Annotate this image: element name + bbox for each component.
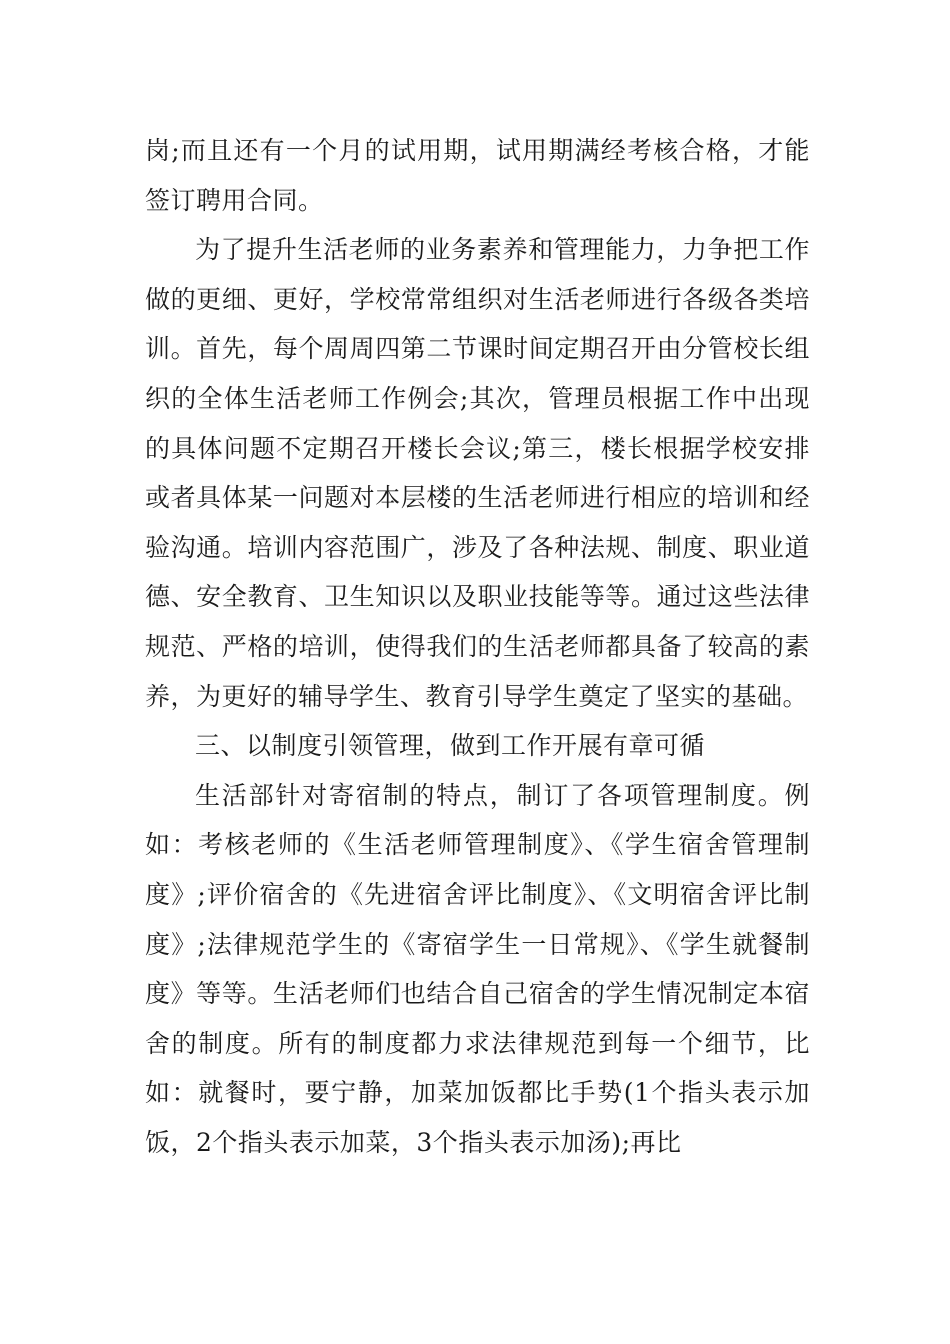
section-heading: 三、以制度引领管理，做到工作开展有章可循 (195, 731, 706, 761)
paragraph-rules: 生活部针对寄宿制的特点，制订了各项管理制度。例如：考核老师的《生活老师管理制度》、《学生宿舍管理制度》;评价宿舍的《先进宿舍评比制度》、《文明宿舍评比制度》;法律规范学生的《寄宿学生一日常规》、《学生就餐制度》等等。生活老师们也结合自己宿舍的学生情况制定本宿舍的制度。所有的制度都力求法律规范到每一个细节，比如：就餐时，要宁静，加菜加饭都比手势(1个指头表示加饭，2个指头表示加菜，3个指头表示加汤);再比 (145, 780, 810, 1157)
document-body (145, 126, 810, 1167)
paragraph-training: 为了提升生活老师的业务素养和管理能力，力争把工作做的更细、更好，学校常常组织对生活老师进行各级各类培训。首先，每个周周四第二节课时间定期召开由分管校长组织的全体生活老师工作例会;其次，管理员根据工作中出现的具体问题不定期召开楼长会议;第三，楼长根据学校安排或者具体某一问题对本层楼的生活老师进行相应的培训和经验沟通。培训内容范围广，涉及了各种法规、制度、职业道德、安全教育、卫生知识以及职业技能等等。通过这些法律规范、严格的培训，使得我们的生活老师都具备了较高的素养，为更好的辅导学生、教育引导学生奠定了坚实的基础。 (145, 235, 810, 711)
paragraph-continuation: 岗;而且还有一个月的试用期，试用期满经考核合格，才能签订聘用合同。 (145, 136, 810, 215)
